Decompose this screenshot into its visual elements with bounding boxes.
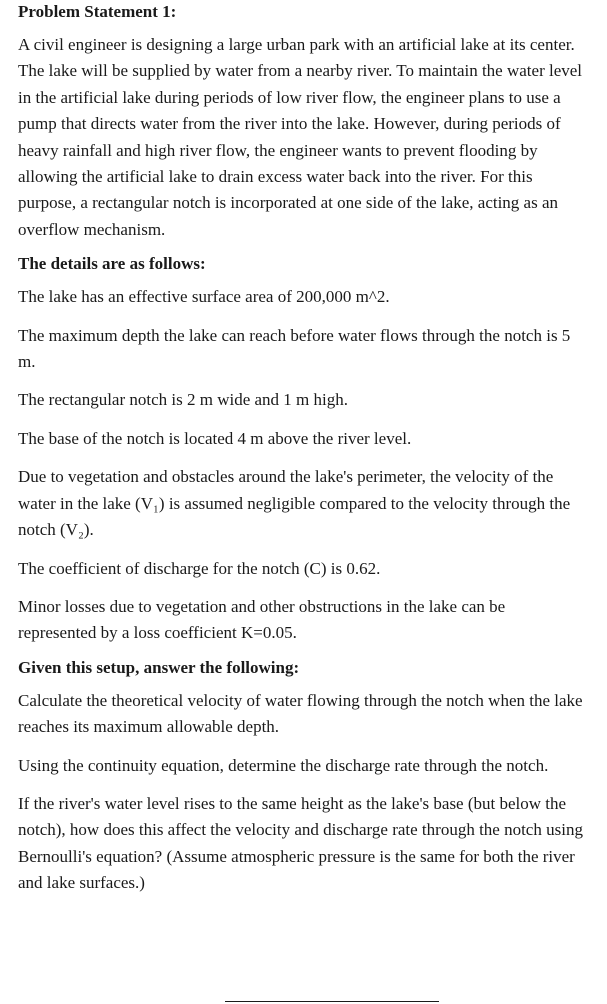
- bottom-divider: [225, 1001, 439, 1002]
- detail-item: The base of the notch is located 4 m above the river level.: [18, 428, 412, 448]
- document-page: [18, 0, 583, 897]
- question-item: Using the continuity equation, determine the discharge rate through the notch.: [18, 755, 549, 775]
- intro-paragraph: A civil engineer is designing a large urban park with an artificial lake at its center. The lake will be supplied by water from a nearby river. To maintain the water level in the artificial lake during periods of low river flow, the engineer plans to use a pump that directs water from the river into the lake. However, during periods of heavy rainfall and high river flow, the engineer wants to prevent flooding by allowing the artificial lake to drain excess water back into the river. For this purpose, a rectangular notch is incorporated at one side of the lake, acting as an overflow mechanism.: [18, 35, 583, 239]
- question-item: Calculate the theoretical velocity of water flowing through the notch when the lake reaches its maximum allowable depth.: [18, 690, 583, 737]
- detail-item: The coefficient of discharge for the notch (C) is 0.62.: [18, 558, 381, 578]
- questions-heading: Given this setup, answer the following:: [18, 657, 300, 677]
- detail-item: The maximum depth the lake can reach before water flows through the notch is 5 m.: [18, 325, 571, 372]
- details-heading: The details are as follows:: [18, 254, 206, 274]
- question-item: If the river's water level rises to the same height as the lake's base (but below the notch), how does this affect the velocity and discharge rate through the notch using Bernoulli's equation? (Assume atmospheric pressure is the same for both the river and lake surfaces.): [18, 793, 583, 893]
- detail-item: The rectangular notch is 2 m wide and 1 m high.: [18, 390, 348, 410]
- detail-item: Minor losses due to vegetation and other obstructions in the lake can be represented by a loss coefficient K=0.05.: [18, 596, 506, 643]
- detail-item: The lake has an effective surface area of 200,000 m^2.: [18, 287, 390, 307]
- detail-item: Due to vegetation and obstacles around the lake's perimeter, the velocity of the water in the lake (V₁) is assumed negligible compared to the velocity through the notch (V₂).: [18, 467, 571, 540]
- problem-title: Problem Statement 1:: [18, 2, 177, 21]
